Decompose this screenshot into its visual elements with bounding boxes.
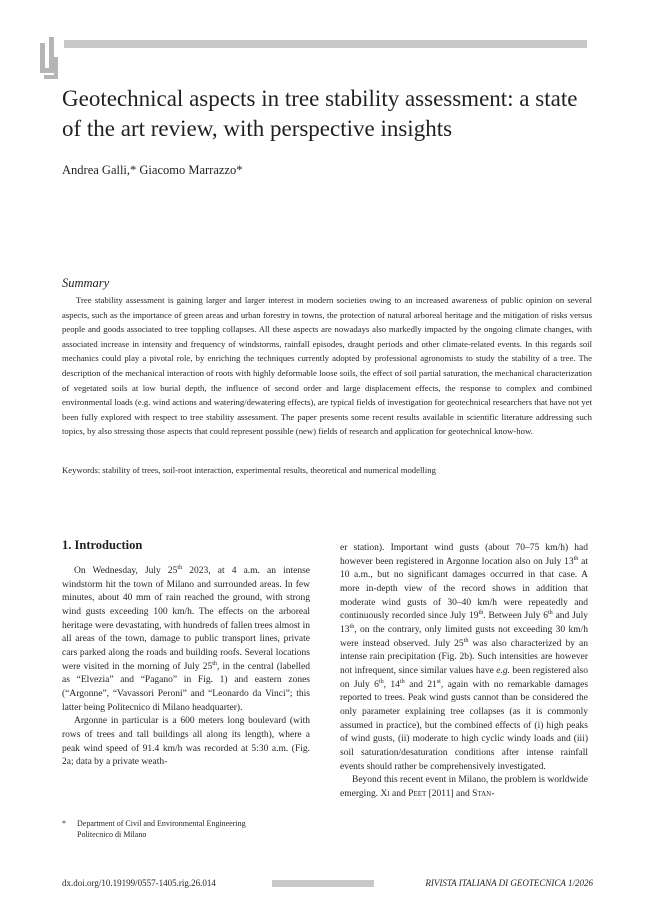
paper-title: Geotechnical aspects in tree stability assessment: a state of the art review, with perspective insights <box>62 86 578 141</box>
intro-paragraph-2-continued: er station). Important wind gusts (about 70–75 km/h) had however been registered in Argonne location also on July 13th at 10 a.m., but no significant damages occurred in that case. A more in-depth view of the record shows in addition that moderate wind gusts of 30–40 km/h were repeatedly and continuously recorded since July 19th. Between July 6th and July 13th, on the contrary, only limited gusts not exceeding 30 km/h were instead observed. July 25th was also characterized by an intense rain precipitation (Fig. 2b). Such intensities are however not infrequent, since similar values have e.g. been registered also on July 6th, 14th and 21st, again with no remarkable damages reported to trees. Peak wind gusts cannot than be considered the only parameter explaining tree collapses (as it is commonly assumed in practice), but the combined effects of (i) high peaks of wind gusts, (ii) moderate to high cyclic windy loads and (iii) soil saturation/desaturation conditions after intense rainfall events should rather be comprehensively investigated. <box>340 543 589 772</box>
journal-logo-icon <box>36 35 66 81</box>
intro-paragraph-1: On Wednesday, July 25th 2023, at 4 a.m. an intense windstorm hit the town of Milano and surrounded areas. In few minutes, about 40 mm of rain reached the ground, with strong wind gusts exceeding 100 km/h. The effects on the arboreal heritage were devastating, with hundreds of fallen trees almost in all areas of the town, damage to public transport lines, private cars parked along the roads and building roofs. Several locations were visited in the morning of July 25th, in the central (labelled as “Elvezia” and “Pagano” in Fig. 1) and eastern zones (“Argonne”, “Vavassori Peroni” and “Leonardo da Vinci”; this latter being Politecnico di Milano headquarter). <box>62 564 310 713</box>
footer-rule <box>272 880 374 887</box>
summary-text: Tree stability assessment is gaining larger and larger interest in modern societies owing to an increased awareness of public opinion on several aspects, such as the importance of green areas and urban forestry in towns, the protection of natural arboreal heritage and the mitigation of risks versus people and goods associated to tree toppling collapses. All these aspects are nowadays also markedly impacted by the ongoing climate changes, with associated increase in intensity and frequency of windstorms, rainfall episodes, draught periods and other climate-related events. In this regards soil mechanics could play a pivotal role, by enriching the techniques currently adopted by professional agronomists to study the stability of a tree. The description of the mechanical interaction of roots with highly deformable loose soils, the effect of soil partial saturation, the mechanical characterization of vegetated soils at low burial depth, the influence of second order and large displacement effects, the response to complex and combined environmental loads (e.g. wind actions and watering/dewatering effects), are typical fields of investigation for geotechnical researchers that have not yet been fully explored with respect to tree stability assessment. The paper presents some recent results available in scientific literature addressing such topics, by also stressing those aspects that could represent possible (new) fields of research and application for geotechnical know-how. <box>62 295 592 437</box>
intro-paragraph-3: Beyond this recent event in Milano, the problem is worldwide emerging. Xi and Peet [2011] and Stan- <box>340 775 588 799</box>
body-column-right <box>340 542 588 801</box>
body-column-left <box>62 565 310 770</box>
keywords: Keywords: stability of trees, soil-root interaction, experimental results, theoretical and numerical modelling <box>62 465 436 475</box>
citation-author-stan: Stan- <box>472 788 495 799</box>
footnote-institution: Politecnico di Milano <box>77 830 147 839</box>
footnote-department: Department of Civil and Environmental Engineering <box>77 819 246 828</box>
citation-author-peet: Peet <box>408 788 427 799</box>
affiliation-footnote <box>62 818 310 840</box>
citation-author-xi: Xi <box>380 788 390 799</box>
footer-journal-name: RIVISTA ITALIANA DI GEOTECNICA 1/2026 <box>425 878 593 888</box>
intro-paragraph-2: Argonne in particular is a 600 meters long boulevard (with rows of trees and tall buildings all along its length), where a peak wind speed of 91.4 km/h was recorded at 5:30 a.m. (Fig. 2a; data by a private weath- <box>62 716 310 768</box>
summary-heading: Summary <box>62 276 110 290</box>
section-heading-introduction: 1. Introduction <box>62 538 143 552</box>
footnote-mark: * <box>62 819 66 828</box>
footer-doi-link[interactable]: dx.doi.org/10.19199/0557-1405.rig.26.014 <box>62 878 216 888</box>
header-rule <box>64 40 587 48</box>
authors: Andrea Galli,* Giacomo Marrazzo* <box>62 163 243 177</box>
